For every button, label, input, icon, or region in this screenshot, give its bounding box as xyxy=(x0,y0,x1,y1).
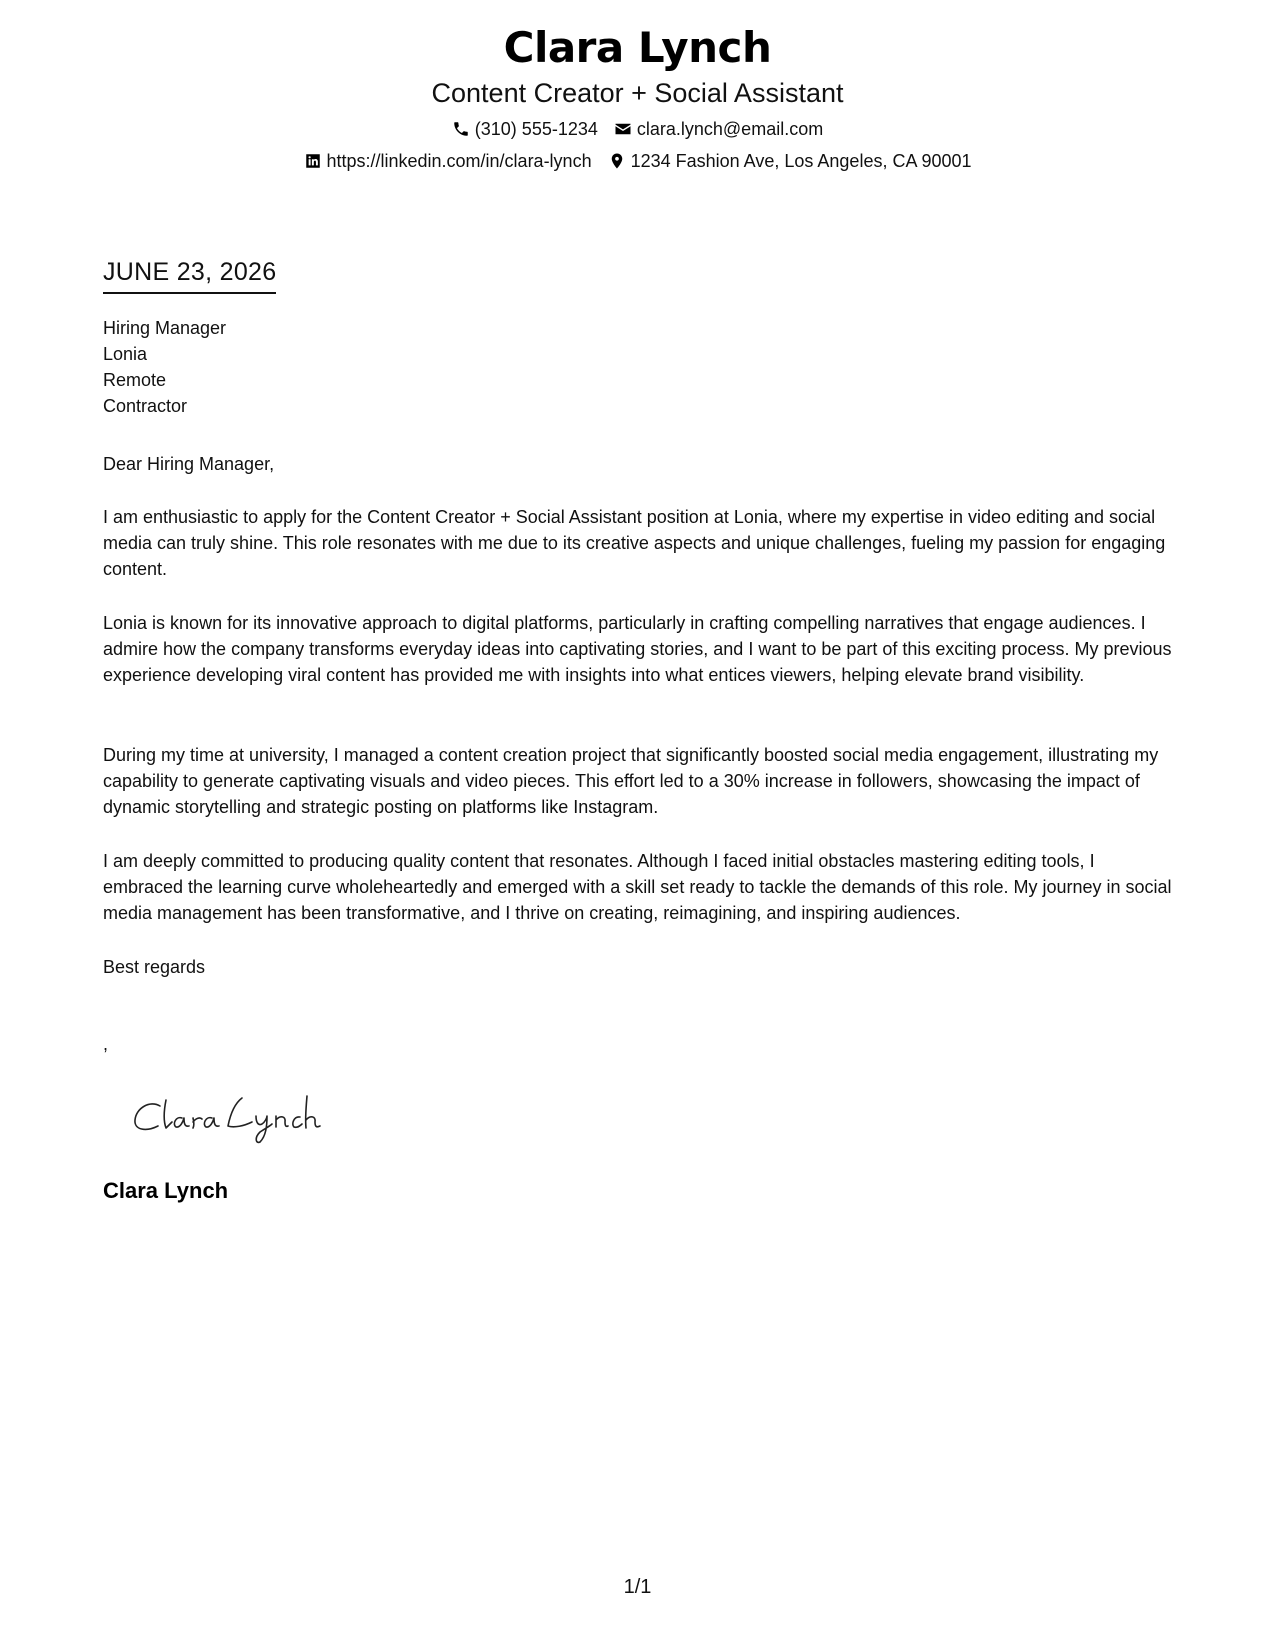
page-number: 1/1 xyxy=(623,1576,652,1598)
salutation: Dear Hiring Manager, xyxy=(103,454,275,474)
linkedin-icon xyxy=(303,152,322,171)
contact-row-secondary xyxy=(0,150,1275,172)
recipient-line: Lonia xyxy=(103,344,148,364)
address-text: 1234 Fashion Ave, Los Angeles, CA 90001 xyxy=(630,151,972,171)
phone-text: (310) 555-1234 xyxy=(474,119,598,139)
applicant-name: Clara Lynch xyxy=(503,23,772,72)
envelope-icon xyxy=(614,120,633,139)
email-text: clara.lynch@email.com xyxy=(636,119,824,139)
phone-contact xyxy=(452,118,598,140)
recipient-line: Contractor xyxy=(103,396,188,416)
signer-name: Clara Lynch xyxy=(103,1178,229,1203)
recipient-block xyxy=(103,315,1173,419)
applicant-title: Content Creator + Social Assistant xyxy=(431,78,844,108)
closing-comma: , xyxy=(103,1034,109,1054)
body-paragraph: Lonia is known for its innovative approach to digital platforms, particularly in crafting compelling narratives that engage audiences. I admire how the company transforms everyday ideas into captivating stories, and I want to be part of this exciting process. My previous experience developing viral content has provided me with insights into what entices viewers, helping elevate brand visibility. xyxy=(103,613,1172,685)
body-paragraph: I am deeply committed to producing quality content that resonates. Although I faced initial obstacles mastering editing tools, I embraced the learning curve wholeheartedly and emerged with a skill set ready to tackle the demands of this role. My journey in social media management has been transformative, and I thrive on creating, reimagining, and inspiring audiences. xyxy=(103,851,1172,923)
handwritten-signature xyxy=(130,1086,350,1146)
map-marker-icon xyxy=(608,152,627,171)
linkedin-text: https://linkedin.com/in/clara-lynch xyxy=(326,151,592,171)
contact-row-primary xyxy=(0,118,1275,140)
address-contact xyxy=(608,150,972,172)
email-contact xyxy=(614,118,823,140)
letter-header xyxy=(0,22,1275,172)
recipient-line: Remote xyxy=(103,370,167,390)
body-paragraph: During my time at university, I managed a content creation project that significantly boosted social media engagement, illustrating my capability to generate captivating visuals and video pieces. This effort led to a 30% increase in followers, showcasing the impact of dynamic storytelling and strategic posting on platforms like Instagram. xyxy=(103,745,1159,817)
phone-icon xyxy=(452,120,471,139)
linkedin-contact xyxy=(303,150,591,172)
letter-date: JUNE 23, 2026 xyxy=(103,257,276,294)
body-paragraph: I am enthusiastic to apply for the Content Creator + Social Assistant position at Lonia, where my expertise in video editing and social media can truly shine. This role resonates with me due to its creative aspects and unique challenges, fueling my passion for engaging content. xyxy=(103,507,1166,579)
closing-line: Best regards xyxy=(103,957,206,977)
recipient-line: Hiring Manager xyxy=(103,318,227,338)
signature-graphic xyxy=(130,1086,350,1146)
